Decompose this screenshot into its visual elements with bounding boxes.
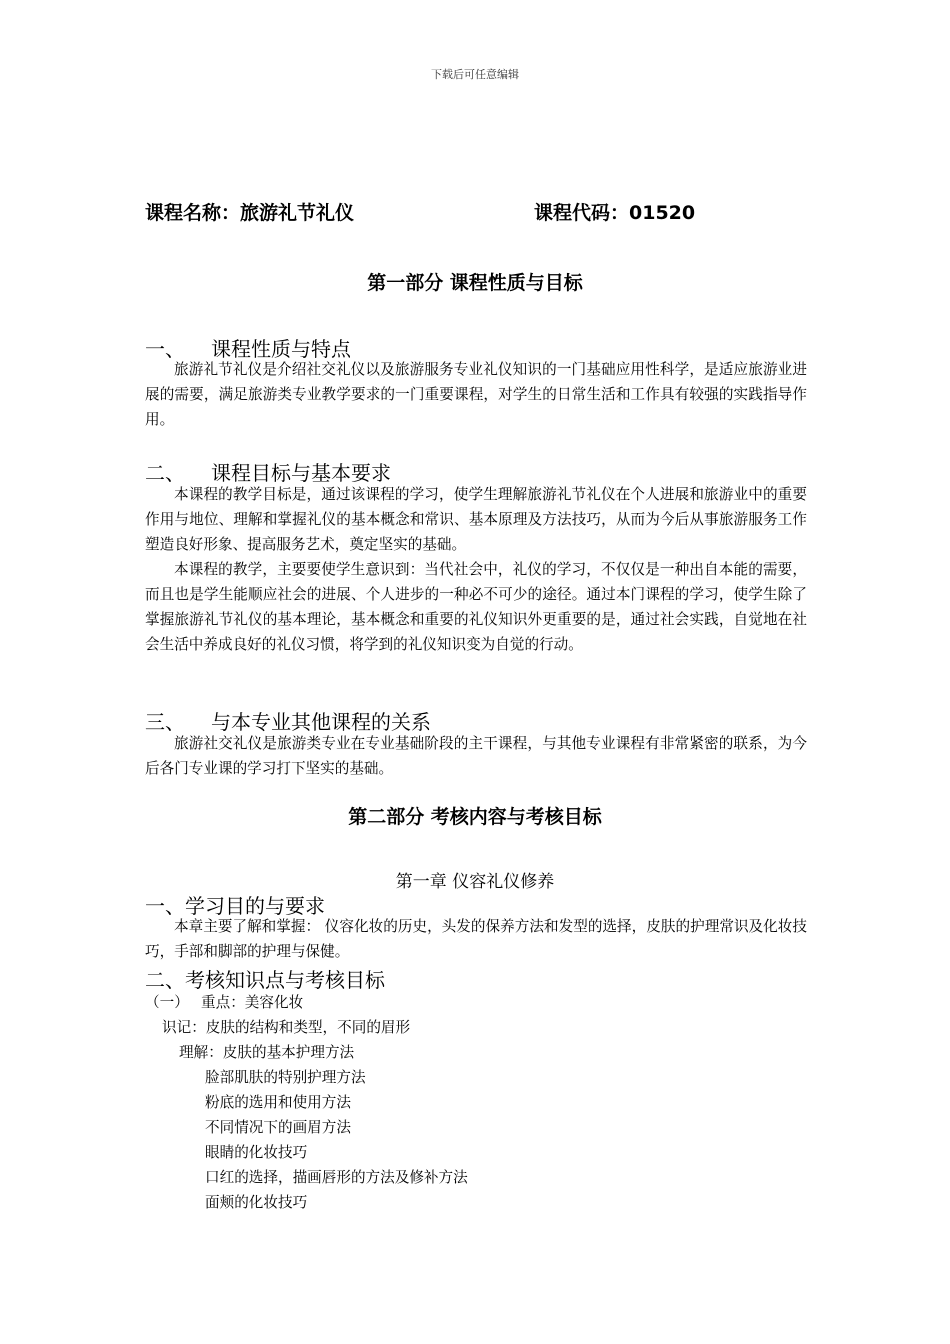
understand-item: 口红的选择，描画唇形的方法及修补方法 <box>205 1169 468 1186</box>
section-number: 一、 <box>145 337 185 361</box>
course-name: 课程名称：旅游礼节礼仪 <box>145 202 355 224</box>
paragraph-nature: 旅游礼节礼仪是介绍社交礼仪以及旅游服务专业礼仪知识的一门基础应用性科学，是适应旅游业进展的需要，满足旅游类专业教学要求的一门重要课程，对学生的日常生活和工作具有较强的实践指导作用。 <box>145 361 807 428</box>
focus-label: 重点：美容化妆 <box>201 994 304 1011</box>
header-note: 下载后可任意编辑 <box>431 68 519 81</box>
section-title: 课程目标与基本要求 <box>211 461 391 485</box>
section-title: 与本专业其他课程的关系 <box>211 710 431 734</box>
part2-title: 第二部分 考核内容与考核目标 <box>348 806 602 828</box>
understand-item: 脸部肌肤的特别护理方法 <box>205 1069 366 1086</box>
focus-prefix: （一） <box>145 994 189 1011</box>
memorize-line: 识记：皮肤的结构和类型，不同的眉形 <box>162 1019 411 1036</box>
understand-item: 面颊的化妆技巧 <box>205 1194 308 1211</box>
section-number: 三、 <box>145 710 185 734</box>
goal-heading: 一、学习目的与要求 <box>145 894 325 918</box>
course-code: 课程代码：01520 <box>534 202 696 224</box>
understand-item: 不同情况下的画眉方法 <box>205 1119 351 1136</box>
understand-item: 眼睛的化妆技巧 <box>205 1144 308 1161</box>
points-heading: 二、考核知识点与考核目标 <box>145 968 385 992</box>
paragraph-relations: 旅游社交礼仪是旅游类专业在专业基础阶段的主干课程，与其他专业课程有非常紧密的联系，为今后各门专业课的学习打下坚实的基础。 <box>145 735 807 777</box>
paragraph-goals-1: 本课程的教学目标是，通过该课程的学习，使学生理解旅游礼节礼仪在个人进展和旅游业中的重要作用与地位、理解和掌握礼仪的基本概念和常识、基本原理及方法技巧，从而为今后从事旅游服务工作塑造良好形象、提高服务艺术，奠定坚实的基础。 <box>145 486 807 553</box>
paragraph-goals-2: 本课程的教学，主要要使学生意识到：当代社会中，礼仪的学习，不仅仅是一种出自本能的需要，而且也是学生能顺应社会的进展、个人进步的一种必不可少的途径。通过本门课程的学习，使学生除了掌握旅游礼节礼仪的基本理论，基本概念和重要的礼仪知识外更重要的是，通过社会实践，自觉地在社会生活中养成良好的礼仪习惯，将学到的礼仪知识变为自觉的行动。 <box>145 561 807 653</box>
section-number: 二、 <box>145 461 185 485</box>
chapter-title: 第一章 仪容礼仪修养 <box>395 872 555 892</box>
goal-paragraph: 本章主要了解和掌握： 仪容化妆的历史，头发的保养方法和发型的选择，皮肤的护理常识及化妆技巧，手部和脚部的护理与保健。 <box>145 918 807 960</box>
understand-item: 粉底的选用和使用方法 <box>205 1094 351 1111</box>
understand-line: 理解：皮肤的基本护理方法 <box>179 1044 355 1061</box>
section-title: 课程性质与特点 <box>211 337 351 361</box>
part1-title: 第一部分 课程性质与目标 <box>367 272 583 294</box>
